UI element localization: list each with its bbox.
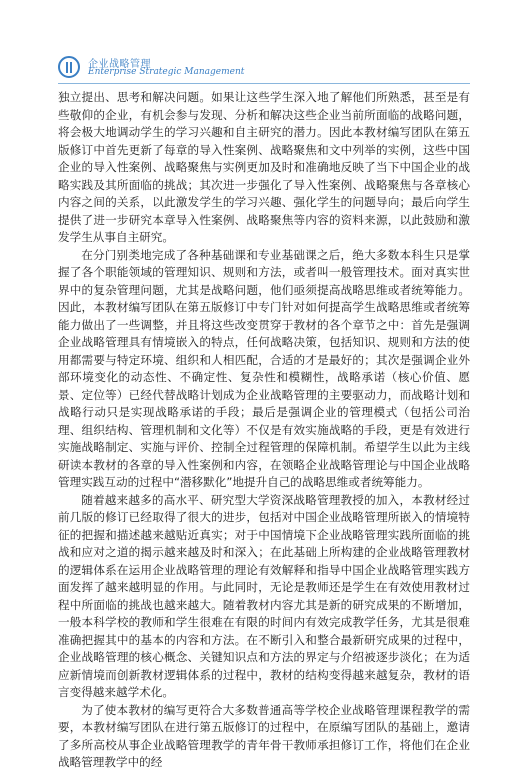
paragraph: 在分门别类地完成了各种基础课和专业基础课之后，绝大多数本科生只是掌握了各个职能领域的管理知识、规则和方法，或者叫一般管理技术。面对真实世界中的复杂管理问题，尤其是战略问题，他们亟须提高战略思维或者统筹能力。因此，本教材编写团队在第五版修订中专门针对如何提高学生战略思维或者统筹能力做出了一些调整，并且将这些改变贯穿于教材的各个章节之中：首先是强调企业战略管理具有情境嵌入的特点，任何战略决策，包括知识、规则和方法的使用都需要与特定环境、组织和人相匹配，合适的才是最好的；其次是强调企业外部环境变化的动态性、不确定性、复杂性和模糊性，战略承诺（核心价值、愿景、定位等）已经代替战略计划成为企业战略管理的主要驱动力，而战略计划和战略行动只是实现战略承诺的手段；最后是强调企业的管理模式（包括公司治理、组织结构、管理机制和文化等）不仅是有效实施战略的手段，更是有效进行实施战略制定、实施与评价、控制全过程管理的保障机制。希望学生以此为主线研读本教材的各章的导入性案例和内容，在领略企业战略管理论与中国企业战略管理实践互动的过程中“潜移默化”地提升自己的战略思维或者统筹能力。 xyxy=(58,247,470,489)
paragraph: 随着越来越多的高水平、研究型大学资深战略管理教授的加入，本教材经过前几版的修订已经取得了很大的进步，包括对中国企业战略管理所嵌入的情境特征的把握和描述越来越贴近真实；对于中国情境下企业战略管理实践所面临的挑战和应对之道的揭示越来越及时和深入；在此基础上所构建的企业战略管理教材的逻辑体系在运用企业战略管理的理论有效解释和指导中国企业战略管理实践方面发挥了越来越明显的作用。与此同时，无论是教师还是学生在有效使用教材过程中所面临的挑战也越来越大。随着教材内容尤其是新的研究成果的不断增加，一般本科学校的教师和学生很难在有限的时间内有效完成教学任务，尤其是很难准确把握其中的基本的内容和方法。在不断引入和整合最新研究成果的过程中，企业战略管理的核心概念、关键知识点和方法的界定与介绍被逐步淡化；在为适应新情境而创新教材逻辑体系的过程中，教材的结构变得越来越复杂，教材的语言变得越来越学术化。 xyxy=(58,492,470,699)
paragraph: 为了使本教材的编写更符合大多数普通高等学校企业战略管理课程教学的需要，本教材编写团队在进行第五版修订的过程中，在原编写团队的基础上，邀请了多所高校从事企业战略管理教学的青年骨干教师承担修订工作，将他们在企业战略管理教学中的经 xyxy=(58,702,470,769)
body-text xyxy=(58,89,470,772)
brand-title-en: Enterprise Strategic Management xyxy=(88,67,245,77)
running-header xyxy=(58,54,470,84)
header-divider xyxy=(58,83,470,84)
brand-logo-icon xyxy=(58,56,80,78)
paragraph: 独立提出、思考和解决问题。如果让这些学生深入地了解他们所熟悉，甚至是有些敬仰的企业，有机会参与发现、分析和解决这些企业当前所面临的战略问题，将会极大地调动学生的学习兴趣和自主研究的潜力。因此本教材编写团队在第五版修订中首先更新了每章的导入性案例、战略聚焦和文中列举的实例，这些中国企业的导入性案例、战略聚焦与实例更加及时和准确地反映了当下中国企业的战略实践及其所面临的挑战；其次进一步强化了导入性案例、战略聚焦与各章核心内容之间的关系，以此激发学生的学习兴趣、强化学生的问题导向；最后向学生提供了进一步研究本章导入性案例、战略聚焦等内容的资料来源，以此鼓励和激发学生从事自主研究。 xyxy=(58,90,470,244)
brand-title-cn: 企业战略管理 xyxy=(88,59,151,70)
